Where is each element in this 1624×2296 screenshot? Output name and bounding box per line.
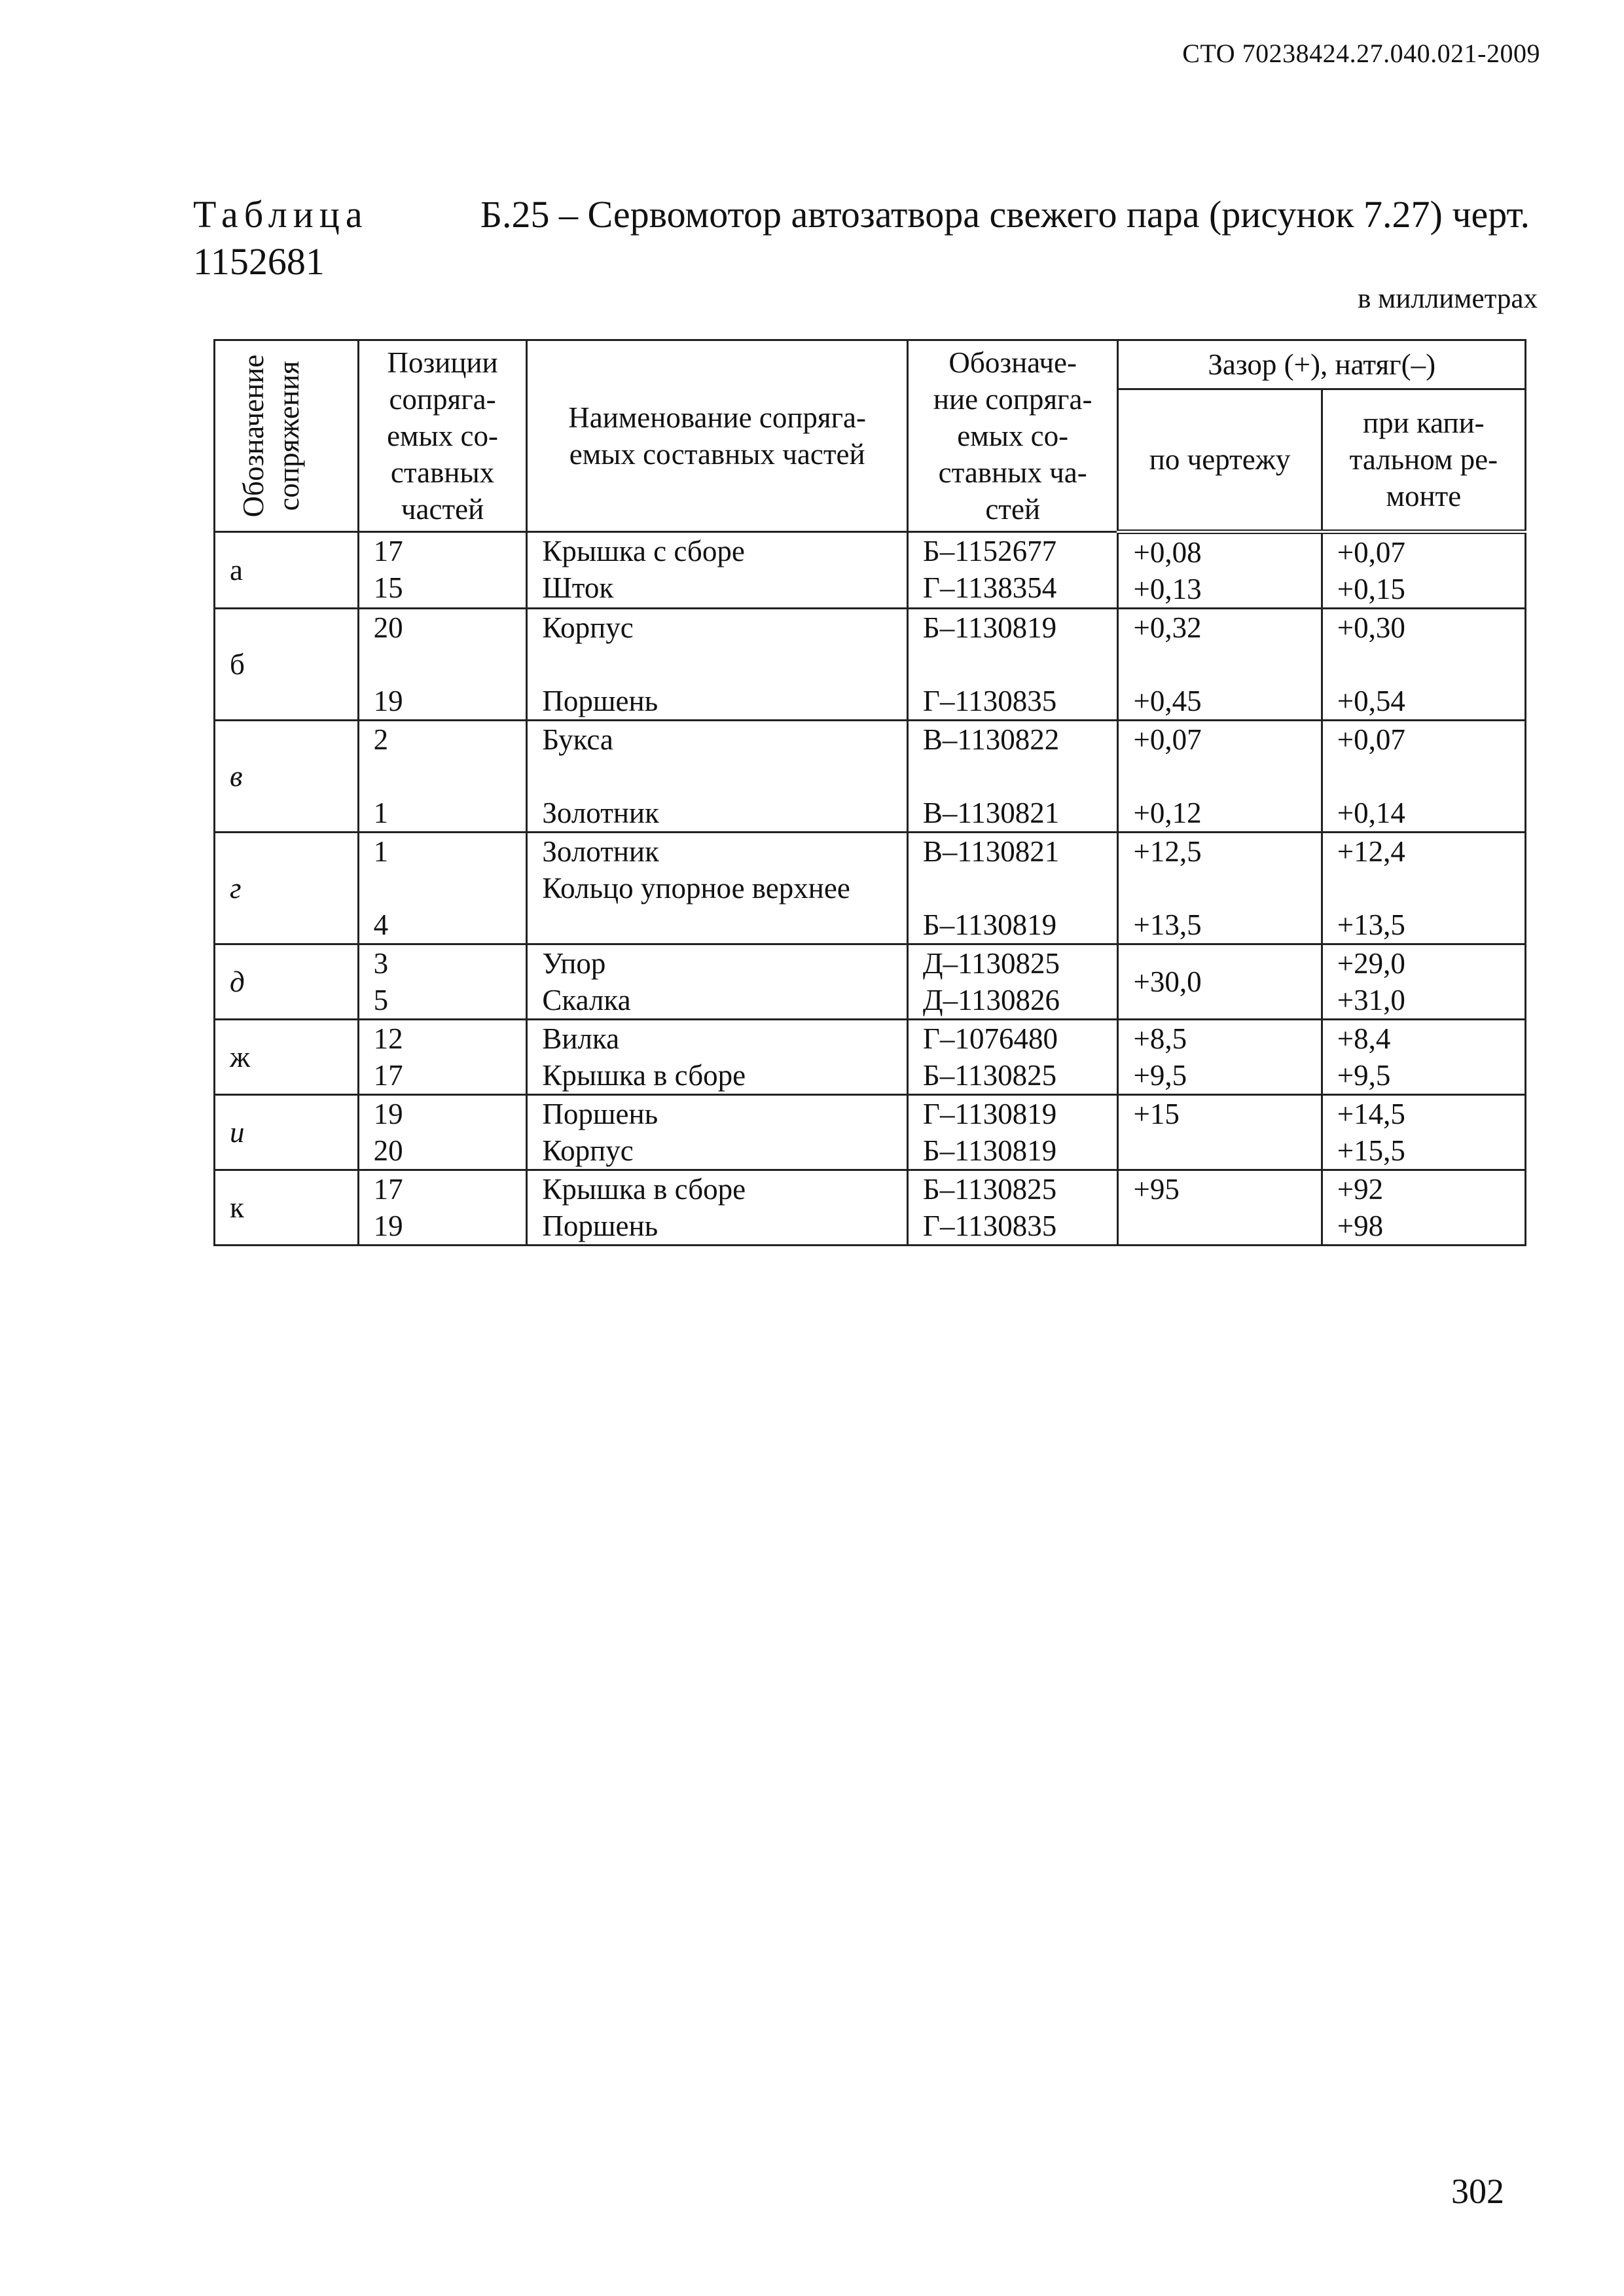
gap-by-drawing-cell (1118, 609, 1322, 721)
table-row (215, 1170, 1526, 1246)
header-part-name: Наименование сопряга- емых составных частей (527, 340, 908, 532)
part-name-cell (527, 1020, 908, 1095)
gap-by-drawing-cell-line: +95 (1133, 1173, 1180, 1206)
part-designation-cell-line: Б–1130819 (922, 611, 1057, 644)
mating-code: ж (215, 1020, 359, 1095)
table-body (215, 532, 1526, 1246)
mating-parts-table (213, 339, 1526, 1246)
part-name-cell-line: Корпус (542, 1134, 634, 1167)
caption-title: Б.25 – Сервомотор автозатвора свежего пара (рисунок 7.27) черт. (480, 193, 1530, 236)
gap-at-overhaul-cell (1322, 1095, 1525, 1170)
part-name-cell-line: Поршень (542, 685, 659, 717)
position-cell-line: 20 (373, 611, 403, 644)
part-name-cell-line: Крышка с сборе (542, 535, 745, 567)
part-name-cell-line: Упор (542, 947, 606, 980)
part-name-cell-line: Кольцо упорное верхнее (542, 872, 850, 905)
gap-at-overhaul-cell-line: +0,07 (1337, 536, 1405, 569)
position-cell (358, 1095, 527, 1170)
gap-by-drawing-cell-line (1133, 1208, 1306, 1244)
gap-at-overhaul-cell-line: +0,14 (1337, 797, 1405, 829)
position-cell-line: 17 (373, 1059, 403, 1092)
part-name-cell (527, 609, 908, 721)
part-designation-cell-line: Б–1130819 (922, 908, 1057, 941)
gap-at-overhaul-cell-line: +0,30 (1337, 611, 1405, 644)
table-row (215, 721, 1526, 833)
position-cell-line: 2 (373, 723, 389, 756)
position-cell-line: 12 (373, 1022, 403, 1055)
position-cell-line (374, 646, 512, 683)
part-designation-cell-line (923, 758, 1103, 795)
header-designation (215, 340, 359, 532)
mating-code: г (215, 833, 359, 944)
gap-at-overhaul-cell (1322, 721, 1525, 833)
part-name-cell-line: Вилка (542, 1022, 620, 1055)
gap-by-drawing-cell-line: +8,5 (1133, 1022, 1187, 1055)
position-cell-line: 20 (373, 1134, 403, 1167)
gap-at-overhaul-cell-line: +9,5 (1337, 1059, 1391, 1092)
part-name-cell-line: Букса (542, 723, 613, 756)
part-designation-cell-line: Г–1076480 (922, 1022, 1058, 1055)
part-designation-cell-line: Д–1130825 (922, 947, 1060, 980)
position-cell (358, 944, 527, 1020)
gap-by-drawing-cell: +30,0 (1118, 944, 1322, 1020)
table-caption (193, 191, 1530, 285)
part-name-cell (527, 1170, 908, 1246)
gap-by-drawing-cell-line: +0,45 (1133, 685, 1202, 717)
gap-at-overhaul-cell-line: +14,5 (1337, 1098, 1405, 1130)
units-note: в миллиметрах (1358, 283, 1538, 314)
header-part-designation: Обозначе- ние сопряга- емых со- ставных ча- стей (907, 340, 1118, 532)
table-header (215, 340, 1526, 532)
part-designation-cell-line: Г–1130819 (922, 1098, 1057, 1130)
position-cell (358, 721, 527, 833)
position-cell (358, 833, 527, 944)
gap-by-drawing-cell-line: +0,07 (1133, 723, 1202, 756)
header-positions: Позиции сопряга- емых со- ставных частей (358, 340, 527, 532)
gap-by-drawing-cell-line: +0,32 (1133, 611, 1202, 644)
part-designation-cell-line: В–1130822 (922, 723, 1060, 756)
position-cell-line: 17 (373, 1173, 403, 1206)
gap-by-drawing-cell-line (1133, 870, 1306, 906)
part-name-cell-line: Крышка в сборе (542, 1173, 746, 1206)
gap-at-overhaul-cell (1322, 1020, 1525, 1095)
part-designation-cell (907, 1170, 1118, 1246)
gap-by-drawing-cell (1118, 833, 1322, 944)
gap-by-drawing-cell-line (1133, 646, 1306, 683)
gap-at-overhaul-cell (1322, 833, 1525, 944)
part-name-cell-line (542, 646, 892, 683)
part-name-cell-line: Скалка (542, 984, 631, 1016)
part-designation-cell (907, 1020, 1118, 1095)
part-designation-cell-line (923, 870, 1103, 906)
part-designation-cell-line: Б–1152677 (922, 535, 1057, 567)
part-name-cell-line: Поршень (542, 1098, 659, 1130)
part-designation-cell (907, 721, 1118, 833)
mating-code: а (215, 532, 359, 609)
mating-code: в (215, 721, 359, 833)
table-row (215, 532, 1526, 609)
part-name-cell-line: Поршень (542, 1210, 659, 1242)
gap-at-overhaul-cell-line: +0,15 (1337, 573, 1405, 605)
position-cell-line (374, 758, 512, 795)
gap-by-drawing-cell-line: +0,12 (1133, 797, 1202, 829)
caption-drawing-number: 1152681 (193, 240, 325, 283)
part-designation-cell (907, 609, 1118, 721)
part-designation-cell-line: Г–1138354 (922, 571, 1057, 604)
position-cell-line: 15 (373, 571, 403, 604)
position-cell-line: 19 (373, 685, 403, 717)
header-gap-group: Зазор (+), натяг(–) (1118, 340, 1526, 389)
gap-at-overhaul-cell-line: +0,07 (1337, 723, 1405, 756)
position-cell-line (374, 870, 512, 906)
header-by-drawing: по чертежу (1118, 389, 1322, 532)
part-designation-cell (907, 1095, 1118, 1170)
gap-at-overhaul-cell-line: +12,4 (1337, 835, 1405, 868)
gap-at-overhaul-cell (1322, 944, 1525, 1020)
gap-at-overhaul-cell-line (1337, 646, 1510, 683)
position-cell (358, 1170, 527, 1246)
gap-by-drawing-cell-line: +0,13 (1133, 573, 1202, 605)
part-designation-cell-line: Б–1130825 (922, 1059, 1057, 1092)
gap-by-drawing-cell (1118, 532, 1322, 609)
part-designation-cell (907, 532, 1118, 609)
part-designation-cell-line: Б–1130819 (922, 1134, 1057, 1167)
part-name-cell (527, 721, 908, 833)
gap-by-drawing-cell-line (1133, 1132, 1306, 1169)
gap-at-overhaul-cell-line: +15,5 (1337, 1134, 1405, 1167)
document-code: СТО 70238424.27.040.021-2009 (1182, 39, 1540, 68)
part-name-cell-line (542, 758, 892, 795)
part-designation-cell-line: Д–1130826 (922, 984, 1060, 1016)
gap-at-overhaul-cell-line: +98 (1337, 1210, 1384, 1242)
gap-by-drawing-cell (1118, 721, 1322, 833)
gap-at-overhaul-cell-line (1337, 870, 1510, 906)
gap-by-drawing-cell-line: +0,08 (1133, 536, 1202, 569)
gap-by-drawing-cell-line (1133, 758, 1306, 795)
table-row (215, 833, 1526, 944)
part-name-cell (527, 532, 908, 609)
gap-at-overhaul-cell-line: +29,0 (1337, 947, 1405, 980)
gap-at-overhaul-cell-line (1337, 758, 1510, 795)
part-name-cell-line: Золотник (542, 797, 659, 829)
gap-by-drawing-cell-line: +12,5 (1133, 835, 1202, 868)
part-designation-cell (907, 833, 1118, 944)
gap-at-overhaul-cell-line: +13,5 (1337, 908, 1405, 941)
header-designation-label: Обозначение сопряжения (237, 354, 305, 518)
gap-at-overhaul-cell (1322, 532, 1525, 609)
part-name-cell-line: Шток (542, 571, 614, 604)
table-row (215, 609, 1526, 721)
position-cell (358, 1020, 527, 1095)
position-cell-line: 3 (373, 947, 389, 980)
position-cell (358, 532, 527, 609)
part-designation-cell-line (923, 646, 1103, 683)
part-name-cell-line: Крышка в сборе (542, 1059, 746, 1092)
caption-prefix: Таблица (193, 193, 369, 236)
gap-at-overhaul-cell (1322, 1170, 1525, 1246)
gap-by-drawing-cell-line: +13,5 (1133, 908, 1202, 941)
mating-code: б (215, 609, 359, 721)
part-designation-cell-line: Б–1130825 (922, 1173, 1057, 1206)
part-designation-cell-line: В–1130821 (922, 835, 1060, 868)
part-designation-cell-line: Г–1130835 (922, 685, 1057, 717)
gap-at-overhaul-cell-line: +8,4 (1337, 1022, 1391, 1055)
part-name-cell-line: Золотник (542, 835, 659, 868)
position-cell-line: 19 (373, 1098, 403, 1130)
gap-by-drawing-cell (1118, 1095, 1322, 1170)
gap-at-overhaul-cell-line: +92 (1337, 1173, 1384, 1206)
gap-by-drawing-cell (1118, 1170, 1322, 1246)
part-name-cell (527, 1095, 908, 1170)
part-name-cell (527, 833, 908, 944)
part-designation-cell-line: Г–1130835 (922, 1210, 1057, 1242)
position-cell (358, 609, 527, 721)
position-cell-line: 1 (373, 835, 389, 868)
page-number: 302 (1451, 2172, 1504, 2211)
table-row (215, 1020, 1526, 1095)
part-name-cell (527, 944, 908, 1020)
mating-code: д (215, 944, 359, 1020)
gap-at-overhaul-cell-line: +0,54 (1337, 685, 1405, 717)
gap-at-overhaul-cell (1322, 609, 1525, 721)
part-designation-cell (907, 944, 1118, 1020)
position-cell-line: 4 (373, 908, 389, 941)
part-name-cell-line: Корпус (542, 611, 634, 644)
position-cell-line: 5 (373, 984, 389, 1016)
header-at-overhaul: при капи- тальном ре- монте (1322, 389, 1525, 532)
mating-code: и (215, 1095, 359, 1170)
part-name-cell-line (542, 906, 892, 943)
table-row (215, 944, 1526, 1020)
gap-at-overhaul-cell-line: +31,0 (1337, 984, 1405, 1016)
position-cell-line: 19 (373, 1210, 403, 1242)
position-cell-line: 1 (373, 797, 389, 829)
mating-code: к (215, 1170, 359, 1246)
gap-by-drawing-cell (1118, 1020, 1322, 1095)
position-cell-line: 17 (373, 535, 403, 567)
part-designation-cell-line: В–1130821 (922, 797, 1060, 829)
gap-by-drawing-cell-line: +9,5 (1133, 1059, 1187, 1092)
table-row (215, 1095, 1526, 1170)
gap-by-drawing-cell-line: +15 (1133, 1098, 1180, 1130)
